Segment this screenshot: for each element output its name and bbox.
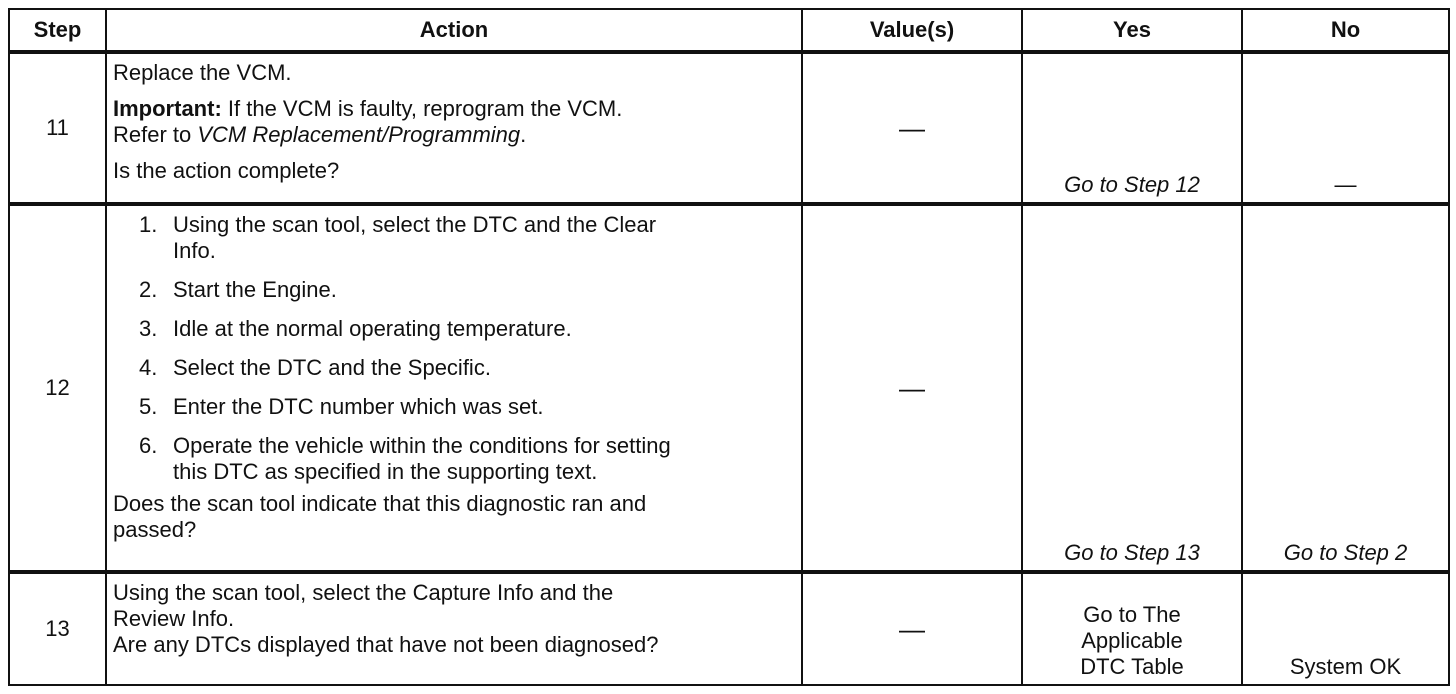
refer-link[interactable]: VCM Replacement/Programming [197,122,521,147]
procedure-item [139,432,795,485]
action-question: Is the action complete? [113,158,340,183]
value-cell: — [802,52,1022,204]
action-line-cont: Review Info. [113,605,235,631]
yes-cell[interactable] [1022,572,1242,685]
yes-cell[interactable]: Go to Step 12 [1022,52,1242,204]
item-text: Using the scan tool, select the DTC and the Clear [173,211,657,237]
yes-line: Applicable [1081,628,1183,653]
procedure-item [139,276,795,303]
header-row [9,9,1449,52]
header-no: No [1242,9,1449,52]
value-cell: — [802,572,1022,685]
procedure-item [139,211,795,264]
item-text: Select the DTC and the Specific. [173,354,491,380]
step-number: 12 [9,204,106,572]
item-text-cont: this DTC as specified in the supporting text. [173,458,598,484]
item-text: Enter the DTC number which was set. [173,393,544,419]
action-question [113,491,795,543]
step-number: 11 [9,52,106,204]
important-text: If the VCM is faulty, reprogram the VCM. [221,96,623,121]
header-action: Action [106,9,802,52]
item-text: Idle at the normal operating temperature. [173,315,572,341]
header-step: Step [9,9,106,52]
table-body [9,52,1449,685]
item-number: 4. [139,354,158,380]
procedure-list [113,212,795,485]
table-row-step-12 [9,204,1449,572]
item-number: 5. [139,393,158,419]
action-text [113,580,795,658]
action-cell [106,204,802,572]
action-cell [106,572,802,685]
step-number: 13 [9,572,106,685]
table-row-step-11 [9,52,1449,204]
item-number: 2. [139,276,158,302]
action-text: Replace the VCM. [113,60,292,85]
item-number: 1. [139,211,158,237]
action-question: Are any DTCs displayed that have not been diagnosed? [113,631,659,657]
important-label: Important: [113,96,222,121]
yes-line: DTC Table [1080,654,1184,679]
item-text-cont: Info. [173,237,216,263]
header-values: Value(s) [802,9,1022,52]
refer-suffix: . [520,122,527,147]
procedure-item [139,393,795,420]
diagnostic-table [8,8,1450,686]
table-header [9,9,1449,52]
no-cell: System OK [1242,572,1449,685]
important-note [113,96,795,148]
question-line: Does the scan tool indicate that this diagnostic ran and [113,490,647,516]
item-text: Start the Engine. [173,276,337,302]
action-cell [106,52,802,204]
question-line-cont: passed? [113,516,197,542]
item-number: 6. [139,432,158,458]
procedure-item [139,315,795,342]
procedure-item [139,354,795,381]
yes-line: Go to The [1083,602,1181,627]
item-text: Operate the vehicle within the conditions for setting [173,432,671,458]
action-line: Using the scan tool, select the Capture Info and the [113,579,614,605]
no-cell: — [1242,52,1449,204]
table-row-step-13 [9,572,1449,685]
yes-cell[interactable]: Go to Step 13 [1022,204,1242,572]
no-cell[interactable]: Go to Step 2 [1242,204,1449,572]
value-cell: — [802,204,1022,572]
refer-prefix: Refer to [113,122,198,147]
header-yes: Yes [1022,9,1242,52]
item-number: 3. [139,315,158,341]
